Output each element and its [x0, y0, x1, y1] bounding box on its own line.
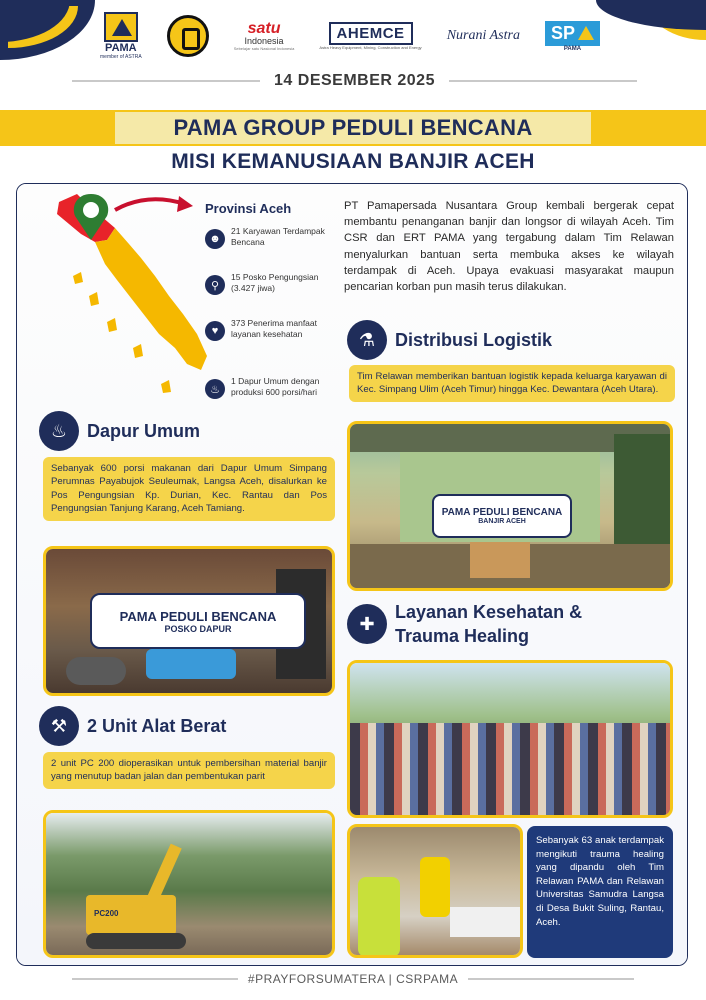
- kitchen-icon: ♨: [39, 411, 79, 451]
- corner-decoration-left: [0, 0, 95, 60]
- cooking-pot: [66, 657, 126, 685]
- stat-item: ⚲ 15 Posko Pengungsian (3.427 jiwa): [205, 272, 335, 295]
- divider: [72, 978, 238, 980]
- sp-pama-logo: SP PAMA: [545, 21, 600, 52]
- sumatra-region: [95, 228, 207, 370]
- logo-bar: [100, 10, 600, 62]
- shield-heart-icon: ♥: [205, 321, 225, 341]
- emblem-logo-icon: [167, 15, 209, 57]
- date-row: [72, 72, 637, 90]
- pama-logo: PAMA member of ASTRA: [100, 12, 142, 60]
- kesehatan-group-photo: [347, 660, 673, 818]
- stat-item: ♨ 1 Dapur Umum dengan produksi 600 porsi/hari: [205, 376, 335, 399]
- sp-triangle-icon: [578, 26, 594, 40]
- volunteer-vest: [358, 877, 400, 957]
- dapur-text: Sebanyak 600 porsi makanan dari Dapur Umum Simpang Perumnas Payabujok Seuleumak, Langsa Aceh, disalurkan ke Pos Pengungsian Kp. Durian, Kec. Rantau dan Pos Pengungsian Tanjung Karang, Aceh Tamiang.: [43, 457, 335, 521]
- logistics-boxes: [470, 542, 530, 578]
- page-title: PAMA GROUP PEDULI BENCANA: [173, 115, 533, 140]
- dapur-banner: PAMA PEDULI BENCANA POSKO DAPUR: [90, 593, 306, 649]
- location-pin-icon: ⚲: [205, 275, 225, 295]
- divider: [449, 80, 637, 82]
- satu-indonesia-logo: satu Indonesia Sebelajar satu Nasional Indonesia: [233, 19, 295, 51]
- medicine-table: [450, 907, 522, 937]
- logistik-photo: [347, 421, 673, 591]
- food-bags: [146, 649, 236, 679]
- dapur-photo: [43, 546, 335, 696]
- logistik-banner: PAMA PEDULI BENCANA BANJIR ACEH: [432, 494, 572, 538]
- excavator-label: PC200: [94, 909, 119, 918]
- section-dapur-header: ♨ Dapur Umum: [39, 411, 200, 451]
- kitchen-icon: ♨: [205, 379, 225, 399]
- person-icon: ☻: [205, 229, 225, 249]
- alat-text: 2 unit PC 200 dioperasikan untuk pembersihan material banjir yang menutup badan jalan dan pembentukan parit: [43, 752, 335, 789]
- title-box: [115, 112, 591, 144]
- alat-photo: [43, 810, 335, 958]
- intro-paragraph: PT Pamapersada Nusantara Group kembali bergerak cepat membantu penanganan banjir dan longsor di wilayah Aceh. Tim CSR dan ERT PAMA yang tergabung dalam Tim Relawan menyalurkan bantuan serta membuka akses ke wilayah terdampak di Aceh. Upaya evakuasi masyarakat maupun pencarian korban pun masih terus dilakukan.: [344, 200, 674, 294]
- section-alat-header: ⚒ 2 Unit Alat Berat: [39, 706, 226, 746]
- nurani-astra-logo: Nurani Astra: [446, 28, 520, 43]
- sack-icon: ⚗: [347, 320, 387, 360]
- divider: [72, 80, 260, 82]
- group-of-children: [350, 723, 673, 818]
- section-kesehatan-header: ✚ Layanan Kesehatan & Trauma Healing: [347, 600, 582, 648]
- logistik-text: Tim Relawan memberikan bantuan logistik kepada keluarga karyawan di Kec. Simpang Ulim (Aceh Timur) hingga Kec. Dewantara (Aceh Utara).: [349, 365, 675, 402]
- kesehatan-checkup-photo: [347, 824, 523, 958]
- section-logistik-header: ⚗ Distribusi Logistik: [347, 320, 552, 360]
- excavator-icon: ⚒: [39, 706, 79, 746]
- medical-shield-icon: ✚: [347, 604, 387, 644]
- date: 14 DESEMBER 2025: [274, 72, 435, 89]
- sumatra-map: [37, 188, 212, 396]
- emblem-logo: [167, 15, 209, 57]
- arrow-icon: [115, 199, 185, 210]
- pama-logo-icon: [104, 12, 138, 42]
- stat-item: ♥ 373 Penerima manfaat layanan kesehatan: [205, 318, 335, 341]
- footer: [0, 972, 706, 986]
- ahemce-logo: AHEMCE Astra Heavy Equipment, Mining, Construction and Energy: [319, 22, 421, 50]
- province-title: Provinsi Aceh: [205, 201, 292, 216]
- stat-item: ☻ 21 Karyawan Terdampak Bencana: [205, 226, 335, 249]
- content-frame: [16, 183, 688, 966]
- page-subtitle: MISI KEMANUSIAAN BANJIR ACEH: [171, 150, 535, 173]
- kesehatan-text: Sebanyak 63 anak terdampak mengikuti trauma healing yang dipandu oleh Tim Relawan PAMA dan Relawan Universitas Samudra Langsa di Desa Bukit Suling, Rantau, Aceh.: [527, 826, 673, 958]
- corner-decoration-right: [596, 0, 706, 30]
- divider: [468, 978, 634, 980]
- footer-hashtags: #PRAYFORSUMATERA | CSRPAMA: [247, 972, 459, 986]
